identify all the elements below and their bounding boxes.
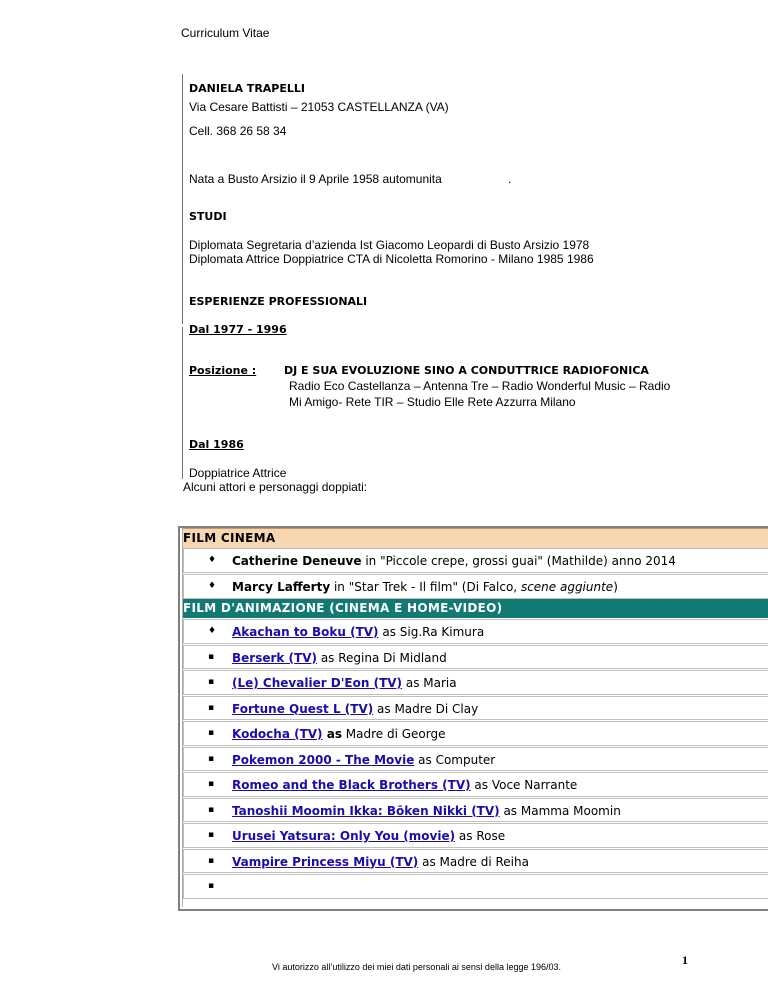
title-link[interactable]: Romeo and the Black Brothers (TV)	[232, 778, 471, 792]
animation-row-text	[232, 625, 484, 639]
role: Doppiatrice Attrice	[189, 466, 287, 480]
role-text: Madre di George	[341, 727, 446, 741]
address: Via Cesare Battisti – 21053 CASTELLANZA (VA)	[189, 100, 449, 114]
diamond-bullet-icon: ♦	[208, 581, 217, 591]
title-link[interactable]: Urusei Yatsura: Only You (movie)	[232, 829, 456, 843]
studi-heading: STUDI	[189, 210, 227, 223]
animation-row-text	[232, 702, 478, 716]
section-film-cinema: FILM CINEMA	[183, 528, 768, 549]
film-detail: in "Star Trek - Il film" (Di Falco,	[330, 580, 521, 594]
diamond-bullet-icon: ♦	[208, 555, 217, 565]
cinema-row-1	[183, 548, 768, 573]
role-text: as Regina Di Midland	[317, 650, 447, 665]
animation-row	[183, 721, 768, 746]
square-bullet-icon: ▪	[208, 702, 215, 713]
animation-row-text	[232, 778, 577, 792]
actor-name: Catherine Deneuve	[232, 554, 362, 568]
animation-row-text	[232, 804, 621, 818]
animation-row	[183, 619, 768, 644]
role-text: as Madre di Reiha	[418, 854, 529, 869]
diamond-bullet-icon: ♦	[208, 626, 217, 636]
birth-info: Nata a Busto Arsizio il 9 Aprile 1958 automunita	[189, 172, 442, 186]
square-bullet-icon: ▪	[208, 677, 215, 687]
position-title: DJ E SUA EVOLUZIONE SINO A CONDUTTRICE RADIOFONICA	[284, 364, 649, 377]
title-link[interactable]: Kodocha (TV)	[232, 727, 323, 741]
role-text: as Madre Di Clay	[373, 701, 479, 716]
page-header-title: Curriculum Vitae	[181, 26, 270, 40]
title-link[interactable]: Akachan to Boku (TV)	[232, 625, 379, 639]
animation-row-text	[232, 727, 446, 741]
animation-row	[183, 670, 768, 695]
animation-row-text	[232, 676, 457, 690]
studi-line-1: Diplomata Segretaria d’azienda Ist Giacomo Leopardi di Busto Arsizio 1978	[189, 238, 590, 252]
square-bullet-icon: ▪	[208, 855, 215, 866]
studi-line-2: Diplomata Attrice Doppiatrice CTA di Nicoletta Romorino - Milano 1985 1986	[189, 252, 594, 266]
position-line-1: Radio Eco Castellanza – Antenna Tre – Radio Wonderful Music – Radio	[289, 379, 671, 393]
role-text: as Computer	[414, 752, 496, 767]
cinema-row-2	[183, 574, 768, 599]
square-bullet-icon: ▪	[208, 804, 215, 815]
candidate-name: DANIELA TRAPELLI	[189, 82, 305, 95]
film-note: scene aggiunte	[520, 580, 614, 594]
dubbing-table-inner	[182, 528, 768, 907]
animation-row	[183, 798, 768, 823]
role-text: as Sig.Ra Kimura	[378, 625, 485, 639]
role-text: as Maria	[402, 676, 457, 690]
period-1986: Dal 1986	[189, 438, 244, 451]
left-rule-top	[182, 74, 183, 324]
title-link[interactable]: Pokemon 2000 - The Movie	[232, 752, 415, 767]
birth-dot: .	[508, 172, 512, 186]
title-link[interactable]: Vampire Princess Miyu (TV)	[232, 854, 419, 869]
dubbing-table	[178, 526, 768, 911]
title-link[interactable]: Fortune Quest L (TV)	[232, 701, 374, 716]
cinema-row-2-text	[232, 580, 618, 594]
title-link[interactable]: Tanoshii Moomin Ikka: Bōken Nikki (TV)	[232, 803, 500, 818]
page-number: 1	[682, 953, 688, 967]
left-rule-bottom	[182, 327, 183, 479]
role-text: as Rose	[455, 829, 506, 843]
animation-row	[183, 772, 768, 797]
position-line-2: Mi Amigo- Rete TIR – Studio Elle Rete Azzurra Milano	[289, 395, 576, 409]
animation-row	[183, 645, 768, 670]
animation-row	[183, 747, 768, 772]
animation-row	[183, 849, 768, 874]
role-text: as Voce Narrante	[470, 778, 578, 792]
animation-row-text	[232, 829, 505, 843]
square-bullet-icon: ▪	[208, 728, 215, 738]
actor-name: Marcy Lafferty	[232, 580, 331, 594]
film-detail-tail: )	[613, 580, 618, 594]
animation-row	[183, 823, 768, 848]
film-detail: in "Piccole crepe, grossi guai" (Mathilde) anno 2014	[361, 554, 676, 568]
square-bullet-icon: ▪	[208, 651, 215, 662]
position-detail	[289, 378, 670, 410]
role-text: as Mamma Moomin	[499, 803, 621, 818]
animation-row-text	[232, 651, 447, 665]
title-link[interactable]: (Le) Chevalier D'Eon (TV)	[232, 676, 403, 690]
square-bullet-icon: ▪	[208, 881, 215, 891]
dubbing-intro: Alcuni attori e personaggi doppiati:	[183, 480, 368, 494]
square-bullet-icon: ▪	[208, 779, 215, 789]
animation-row-text	[232, 855, 529, 869]
cinema-row-1-text	[232, 554, 676, 568]
title-link[interactable]: Berserk (TV)	[232, 650, 318, 665]
animation-row	[183, 874, 768, 899]
square-bullet-icon: ▪	[208, 830, 215, 840]
period-1977-1996: Dal 1977 - 1996	[189, 323, 287, 336]
esperienze-heading: ESPERIENZE PROFESSIONALI	[189, 295, 368, 308]
phone: Cell. 368 26 58 34	[189, 124, 287, 138]
position-label: Posizione :	[189, 364, 257, 377]
privacy-consent: Vi autorizzo all’utilizzo dei miei dati personali ai sensi della legge 196/03.	[272, 962, 562, 972]
animation-row-text	[232, 753, 495, 767]
role-connector: as	[322, 727, 342, 741]
square-bullet-icon: ▪	[208, 753, 215, 764]
section-film-animazione: FILM D'ANIMAZIONE (CINEMA E HOME-VIDEO)	[183, 599, 768, 618]
animation-row	[183, 696, 768, 721]
